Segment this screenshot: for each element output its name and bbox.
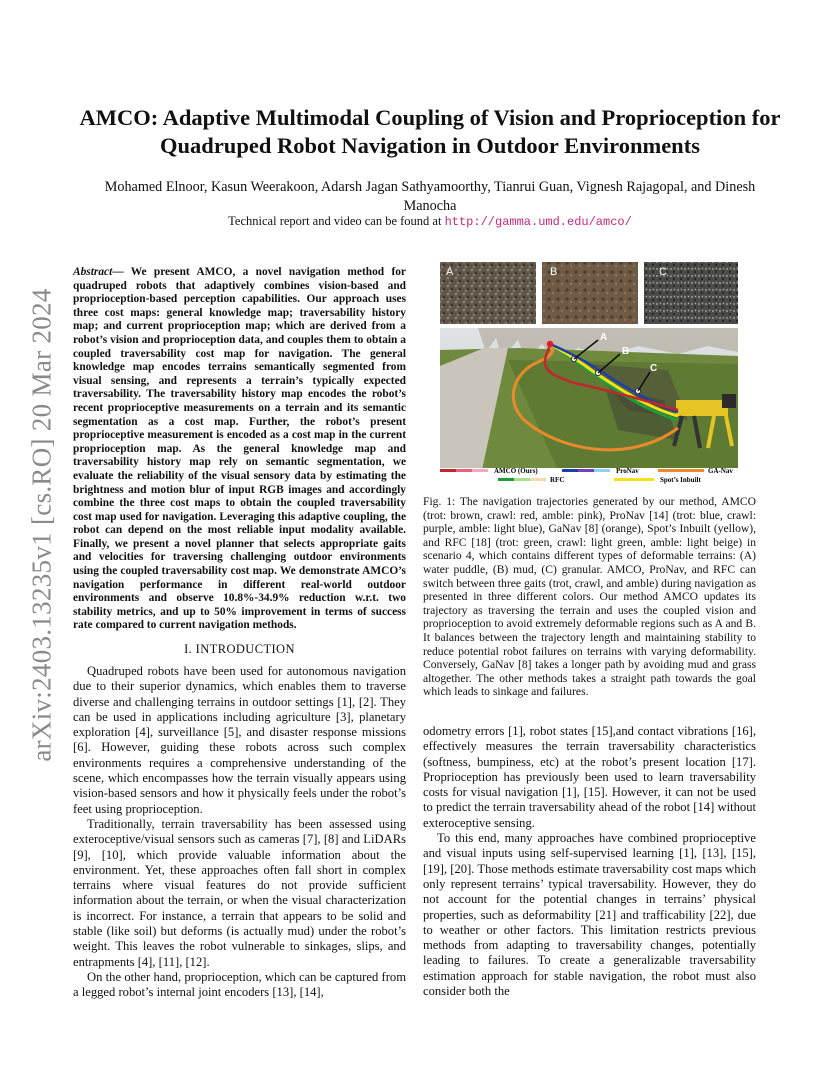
report-note-text: Technical report and video can be found at	[228, 214, 442, 228]
abstract-label: Abstract	[73, 266, 113, 278]
callout-label-c: C	[650, 363, 658, 374]
paragraph: On the other hand, proprioception, which can be captured from a legged robot’s internal joint encoders [13], [14],	[73, 969, 406, 1000]
figure-1	[438, 260, 740, 484]
legend-spot: Spot’s Inbuilt	[660, 476, 701, 484]
legend-pronav: ProNav	[616, 467, 639, 475]
goal-marker	[547, 341, 553, 347]
author-list: Mohamed Elnoor, Kasun Weerakoon, Adarsh Jagan Sathyamoorthy, Tianrui Guan, Vignesh Rajagopal, and Dinesh Manocha	[104, 179, 756, 214]
legend-amco: AMCO (Ours)	[494, 467, 538, 475]
paragraph: Quadruped robots have been used for autonomous navigation due to their superior dynamics, which enables them to traverse diverse and challenging terrains in outdoor settings [1], [2]. They can be used in applications including agriculture [3], planetary exploration [4], surveillance [5], and disaster response missions [6]. However, guiding these robots across such complex environments requires a comprehensive understanding of the scene, which encompasses how the terrain visually appears using vision-based sensors and how it physically feels under the robot’s feet using proprioception.	[73, 664, 406, 816]
paragraph: To this end, many approaches have combined proprioceptive and visual inputs using self-supervised learning [1], [13], [15], [19], [20]. Those methods estimate traversability cost maps which only represent terrains’ typical traversability. However, they do not account for the potential changes in terrains’ physical properties, such as deformability [21] and trafficability [22], due to weather or other factors. This limitation restricts previous methods from adapting to traversability changes, potentially leading to failures. To create a generalizable traversability estimation approach for stable navigation, the robot must also consider both the	[423, 831, 756, 999]
caption-text: The navigation trajectories generated by our method, AMCO (trot: brown, crawl: red, amble: pink), ProNav [14] (trot: blue, crawl: purple, amble: light blue), GaNav [8] (orange), Spot’s Inbuilt (yellow), and RFC [18] (trot: green, crawl: light green, amble: light beige) in scenario 4, which contains different types of deformable terrains: (A) water puddle, (B) mud, (C) granular. AMCO, ProNav, and RFC can switch between three gaits (trot, crawl, and amble) during navigation as presented in three different colors. Our method AMCO updates its trajectory as traversing the terrain and uses the coupled vision and proprioception to avoid extremely deformable regions such as A and B. It balances between the trajectory length and maintaining stability to reduce potential robot failures on terrains with varying deformability. Conversely, GaNav [8] takes a longer path by avoiding mud and grass altogether. The other methods takes a straight path towards the goal which leads to sinkage and failures.	[423, 495, 756, 699]
terrain-panel-b	[542, 262, 638, 324]
panel-label-b: B	[550, 266, 558, 278]
caption-label: Fig. 1:	[423, 495, 456, 508]
abstract-text: — We present AMCO, a novel navigation method for quadruped robots that adaptively combines vision-based and proprioception-based perception capabilities. Our approach uses three cost maps: general knowledge map; traversability history map; and current proprioception map; which are derived from a robot’s vision and proprioception data, and couples them to obtain a coupled traversability cost map for navigation. The general knowledge map encodes terrains semantically segmented from visual sensing, and represents a terrain’s typically expected traversability. The traversability history map encodes the robot’s recent proprioceptive measurements on a terrain and its semantic segmentation as a cost map. Further, the robot’s present proprioceptive measurement is encoded as a cost map in the current proprioception map. As the general knowledge map and traversability history map rely on semantic segmentation, we evaluate the reliability of the visual sensory data by estimating the brightness and motion blur of input RGB images and accordingly combine the three cost maps to obtain the coupled traversability cost map used for navigation. Leveraging this adaptive coupling, the robot can depend on the most reliable input modality available. Finally, we present a novel planner that selects appropriate gaits and velocities for traversing challenging outdoor environments using the coupled traversability cost map. We demonstrate AMCO’s navigation performance in different real-world outdoor environments and observe 10.8%-34.9% reduction w.r.t. two stability metrics, and up to 50% improvement in terms of success rate compared to current navigation methods.	[73, 266, 406, 632]
section-heading-introduction: I. INTRODUCTION	[184, 642, 295, 656]
terrain-panel-c	[644, 262, 738, 324]
abstract	[73, 266, 406, 633]
report-note	[80, 214, 780, 229]
report-url-link[interactable]: http://gamma.umd.edu/amco/	[444, 215, 632, 229]
paragraph: odometry errors [1], robot states [15],and contact vibrations [16], effectively measures the terrain traversability characteristics (softness, bumpiness, etc) at the robot’s present location [17]. Proprioception has previously been used to learn traversability costs for visual navigation [1], [15]. However, it can not be used to predict the terrain traversability ahead of the robot [14] without exteroceptive sensing.	[423, 724, 756, 830]
intro-left-column	[73, 664, 406, 1001]
callout-label-a: A	[600, 332, 608, 343]
terrain-panel-a	[440, 262, 536, 324]
panel-label-a: A	[446, 266, 454, 278]
panel-label-c: C	[659, 266, 667, 278]
arxiv-sidebar-stamp	[22, 280, 62, 770]
legend-ganav: GA-Nav	[708, 467, 733, 475]
paragraph: Traditionally, terrain traversability has been assessed using exteroceptive/visual sensors such as cameras [7], [8] and LiDARs [9], [10], which provide valuable information about the environment. Yet, these approaches often fall short in complex terrains where visual features do not provide sufficient information about the terrain, or when the visual characterization is incorrect. For instance, a terrain that appears to be solid and stable (like soil) but deforms (is actually mud) under the robot’s weight. This leaves the robot vulnerable to sinkages, slips, and entrapments [4], [11], [12].	[73, 816, 406, 969]
arxiv-id: arXiv:2403.13235v1 [cs.RO] 20 Mar 2024	[26, 288, 57, 762]
trajectory-legend	[438, 467, 740, 484]
legend-rfc: RFC	[550, 476, 565, 484]
intro-right-column	[423, 724, 756, 999]
callout-label-b: B	[622, 346, 630, 357]
paper-title: AMCO: Adaptive Multimodal Coupling of Vision and Proprioception for Quadruped Robot Navigation in Outdoor Environments	[79, 105, 781, 158]
figure-caption	[423, 495, 756, 699]
